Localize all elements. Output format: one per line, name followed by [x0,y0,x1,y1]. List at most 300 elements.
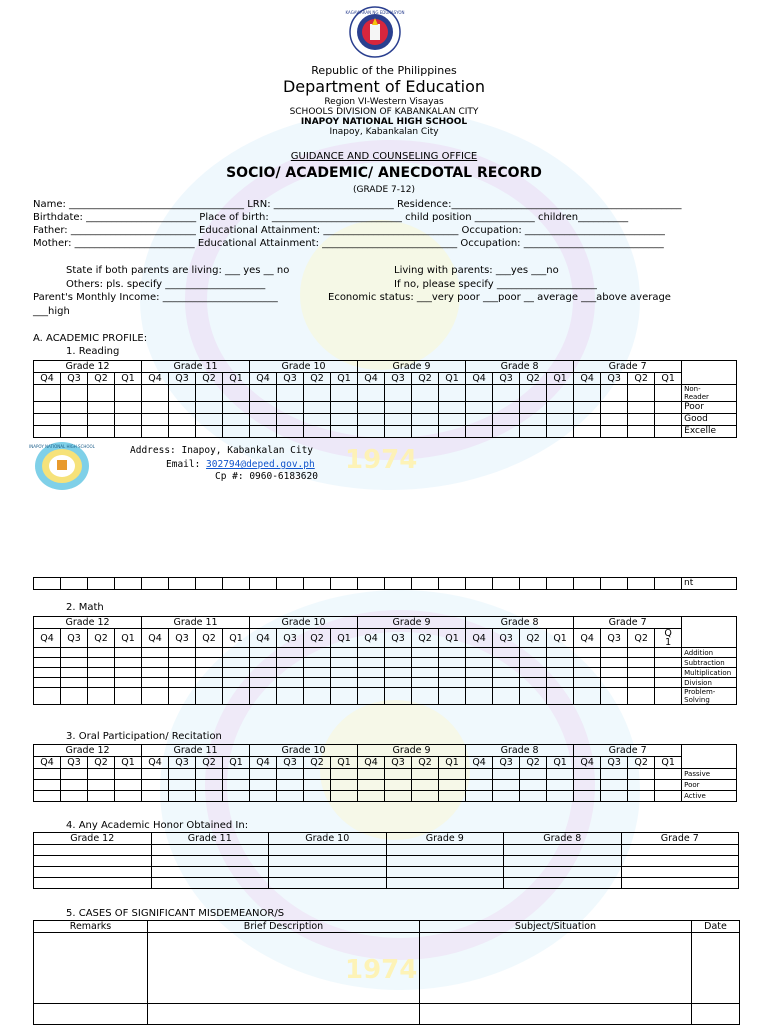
blank-cell [223,414,250,426]
region-line: Region VI-Western Visayas [324,97,444,107]
blank-cell [277,402,304,414]
quarter-cell: Q2 [304,629,331,648]
blank-cell [547,791,574,802]
quarter-cell: Q1 [439,373,466,385]
blank-cell [385,648,412,658]
misdemeanor-row [34,1004,740,1025]
blank-cell [628,769,655,780]
blank-cell [331,402,358,414]
quarter-cell: Q4 [34,757,61,769]
blank-cell [520,426,547,438]
blank-cell [439,402,466,414]
quarter-cell: Q3 [385,373,412,385]
blank-cell [277,769,304,780]
blank-cell [574,658,601,668]
blank-cell [520,402,547,414]
blank-cell [142,648,169,658]
footer-address: Address: Inapoy, Kabankalan City [130,445,314,456]
blank-cell [574,769,601,780]
blank-cell [466,648,493,658]
blank-cell [547,780,574,791]
blank-cell [420,933,692,1004]
blank-cell [142,780,169,791]
honor-table [33,832,739,889]
blank-cell [115,648,142,658]
blank-cell [412,385,439,402]
blank-cell [547,426,574,438]
blank-cell [439,648,466,658]
blank-cell [304,688,331,705]
republic-line: Republic of the Philippines [311,64,457,77]
blank-cell [115,769,142,780]
blank-cell [277,414,304,426]
blank-cell [250,426,277,438]
blank-cell [34,658,61,668]
blank-cell [331,426,358,438]
blank-cell [520,780,547,791]
blank-cell [148,933,420,1004]
blank-cell [520,578,547,590]
blank-cell [250,648,277,658]
blank-cell [88,402,115,414]
blank-cell [493,780,520,791]
blank-cell [601,688,628,705]
data-row [34,678,737,688]
grade-header-cell: Grade 10 [250,361,358,373]
blank-cell [493,648,520,658]
name-line: Name: ___________________________________ LRN: ________________________ Residence:______________________________________________ [33,199,682,210]
honor-header-row [34,833,739,845]
quarter-cell: Q4 [250,757,277,769]
blank-cell [34,668,61,678]
quarter-cell: Q1 [115,757,142,769]
blank-cell [692,1004,740,1025]
blank-cell [385,658,412,668]
blank-cell [466,402,493,414]
data-row [34,426,737,438]
blank-cell [169,769,196,780]
quarter-cell: Q4 [358,373,385,385]
blank-cell [601,658,628,668]
blank-cell [223,658,250,668]
blank-cell [358,668,385,678]
blank-cell [547,668,574,678]
birthdate-line: Birthdate: ______________________ Place of birth: __________________________ child position ____________ children__________ [33,212,629,223]
blank-cell [628,648,655,658]
blank-cell [655,385,682,402]
blank-cell [304,769,331,780]
blank-cell [223,648,250,658]
blank-cell [412,688,439,705]
blank-cell [601,385,628,402]
blank-cell [574,385,601,402]
row-label: Passive [682,769,737,780]
quarter-row [34,373,737,385]
blank-cell [269,845,387,856]
data-row [34,791,737,802]
blank-cell [621,878,739,889]
blank-cell [142,658,169,668]
math-table [33,616,737,705]
grade-header-cell: Grade 10 [250,745,358,757]
quarter-cell: Q3 [61,629,88,648]
row-label: Excelle [682,426,737,438]
grade-header-cell: Grade 7 [574,617,682,629]
quarter-cell: Q3 [61,373,88,385]
grade-header-cell: Grade 9 [358,617,466,629]
blank-cell [358,414,385,426]
blank-cell [304,668,331,678]
blank-cell [385,578,412,590]
blank-cell [574,791,601,802]
if-no-line: If no, please specify ____________________ [394,279,597,290]
blank-cell [115,668,142,678]
deped-seal-logo [345,6,405,58]
quarter-cell: Q3 [277,757,304,769]
quarter-cell: Q2 [520,373,547,385]
blank-cell [520,769,547,780]
blank-cell [574,648,601,658]
blank-cell [142,385,169,402]
grade-header-cell: Grade 9 [358,745,466,757]
blank-cell [250,769,277,780]
misdemeanor-header-cell: Date [692,921,740,933]
row-label: Active [682,791,737,802]
footer-email-link[interactable]: 302794@deped.gov.ph [206,459,315,470]
quarter-cell: Q1 [331,373,358,385]
grade-header-row [34,617,737,629]
honor-grade-header: Grade 11 [151,833,269,845]
blank-cell [621,867,739,878]
row-label: Subtraction [682,658,737,668]
oral-table [33,744,737,802]
blank-cell [385,385,412,402]
oral-heading: 3. Oral Participation/ Recitation [66,731,222,742]
quarter-cell: Q4 [466,629,493,648]
grade-header-cell: Grade 12 [34,745,142,757]
blank-cell [331,414,358,426]
blank-cell [196,402,223,414]
blank-cell [331,678,358,688]
others-line: Others: pls. specify ____________________ [66,279,266,290]
blank-cell [574,426,601,438]
blank-cell [88,769,115,780]
blank-cell [628,414,655,426]
blank-cell [574,678,601,688]
quarter-cell: Q2 [88,373,115,385]
blank-cell [223,402,250,414]
blank-cell [88,648,115,658]
blank-cell [601,678,628,688]
blank-cell [628,791,655,802]
blank-cell [439,414,466,426]
quarter-cell: Q1 [547,757,574,769]
blank-cell [61,688,88,705]
blank-cell [223,385,250,402]
data-row [34,688,737,705]
blank-cell [169,414,196,426]
blank-cell [223,678,250,688]
blank-cell [386,878,504,889]
quarter-cell: Q3 [61,757,88,769]
blank-cell [439,769,466,780]
honor-grade-header: Grade 8 [504,833,622,845]
blank-cell [223,791,250,802]
blank-cell [34,1004,148,1025]
quarter-cell: Q4 [142,373,169,385]
blank-cell [250,780,277,791]
blank-cell [655,402,682,414]
blank-cell [358,688,385,705]
blank-cell [61,414,88,426]
quarter-cell: Q4 [142,757,169,769]
school-location: Inapoy, Kabankalan City [329,127,439,137]
blank-cell [34,678,61,688]
row-label: nt [682,578,737,590]
blank-cell [601,780,628,791]
blank-cell [151,878,269,889]
quarter-cell: Q2 [196,629,223,648]
blank-cell [196,791,223,802]
blank-cell [439,658,466,668]
honor-grade-header: Grade 12 [34,833,152,845]
quarter-cell: Q3 [601,757,628,769]
quarter-cell: Q3 [601,373,628,385]
quarter-cell: Q2 [628,757,655,769]
blank-cell [520,658,547,668]
blank-cell [169,402,196,414]
quarter-cell: Q1 [439,757,466,769]
blank-cell [385,678,412,688]
blank-cell [269,878,387,889]
blank-cell [196,385,223,402]
blank-cell [223,769,250,780]
blank-cell [628,426,655,438]
blank-cell [34,845,152,856]
blank-cell [655,658,682,668]
quarter-cell: Q3 [385,629,412,648]
blank-cell [547,402,574,414]
blank-cell [304,658,331,668]
quarter-cell: Q4 [358,757,385,769]
blank-cell [628,385,655,402]
blank-cell [34,688,61,705]
blank-cell [115,791,142,802]
misdemeanor-header-cell: Subject/Situation [420,921,692,933]
reading-continuation-table [33,577,737,590]
blank-cell [547,769,574,780]
quarter-cell: Q2 [628,373,655,385]
blank-cell [169,578,196,590]
blank-cell [520,668,547,678]
quarter-cell: Q4 [466,757,493,769]
blank-cell [358,385,385,402]
honor-heading: 4. Any Academic Honor Obtained In: [66,820,249,831]
quarter-cell: Q4 [574,629,601,648]
quarter-cell: Q4 [34,373,61,385]
row-label: Good [682,414,737,426]
blank-cell [520,688,547,705]
quarter-cell: Q1 [331,757,358,769]
grade-header-cell: Grade 11 [142,361,250,373]
blank-cell [61,668,88,678]
blank-cell [151,867,269,878]
data-row [34,668,737,678]
blank-cell [439,385,466,402]
blank-cell [115,678,142,688]
blank-cell [304,414,331,426]
data-row [34,578,737,590]
blank-cell [574,578,601,590]
quarter-row [34,757,737,769]
blank-cell [88,668,115,678]
blank-cell [115,688,142,705]
misdemeanor-row [34,933,740,1004]
blank-cell [151,845,269,856]
blank-cell [439,688,466,705]
blank-cell [223,780,250,791]
quarter-cell: Q4 [466,373,493,385]
office-title: GUIDANCE AND COUNSELING OFFICE [290,151,478,162]
watermark-year-bottom: 1974 [345,955,418,985]
blank-cell [34,385,61,402]
footer-email-label: Email: [166,459,207,470]
blank-cell [466,668,493,678]
blank-cell [88,688,115,705]
blank-cell [386,867,504,878]
blank-cell [520,648,547,658]
honor-grade-header: Grade 10 [269,833,387,845]
grade-header-cell: Grade 11 [142,745,250,757]
blank-cell [520,414,547,426]
quarter-cell: Q1 [115,629,142,648]
row-label: Non- Reader [682,385,737,402]
blank-cell [547,688,574,705]
quarter-cell: Q4 [574,373,601,385]
blank-cell [385,402,412,414]
blank-cell [628,668,655,678]
blank-cell [331,658,358,668]
grade-header-cell: Grade 11 [142,617,250,629]
school-logo-label: INAPOY NATIONAL HIGH SCHOOL [29,444,95,449]
blank-cell [88,385,115,402]
blank-cell [115,385,142,402]
blank-cell [358,648,385,658]
blank-cell [466,780,493,791]
quarter-cell: Q4 [358,629,385,648]
data-row [34,658,737,668]
blank-cell [223,688,250,705]
blank-cell [196,678,223,688]
blank-cell [34,878,152,889]
blank-cell [196,769,223,780]
blank-cell [439,780,466,791]
misdemeanor-heading: 5. CASES OF SIGNIFICANT MISDEMEANOR/S [66,908,285,919]
blank-cell [250,688,277,705]
grade-header-row [34,361,737,373]
blank-cell [520,678,547,688]
blank-cell [142,688,169,705]
living-with-line: Living with parents: ___yes ___no [394,265,559,276]
blank-cell [88,414,115,426]
quarter-cell: Q4 [34,629,61,648]
blank-cell [520,385,547,402]
data-row [34,780,737,791]
blank-cell [655,426,682,438]
quarter-cell: Q1 [223,757,250,769]
blank-cell [412,791,439,802]
blank-cell [412,426,439,438]
grade-header-cell: Grade 8 [466,745,574,757]
misdemeanor-table [33,920,740,1025]
blank-cell [34,426,61,438]
quarter-cell: Q3 [493,629,520,648]
blank-cell [547,414,574,426]
quarter-cell: Q3 [277,629,304,648]
blank-cell [277,688,304,705]
row-label: Poor [682,402,737,414]
income-line: Parent's Monthly Income: _______________________ [33,292,278,303]
blank-cell [250,791,277,802]
data-row [34,769,737,780]
blank-cell [277,648,304,658]
blank-cell [269,867,387,878]
blank-cell [628,402,655,414]
honor-row [34,845,739,856]
blank-cell [547,658,574,668]
blank-cell [196,578,223,590]
quarter-cell: Q3 [385,757,412,769]
blank-cell [277,678,304,688]
grade-header-cell: Grade 7 [574,745,682,757]
grade-header-cell: Grade 12 [34,617,142,629]
level-label-cell [682,361,737,385]
quarter-cell: Q2 [304,757,331,769]
blank-cell [142,578,169,590]
blank-cell [412,678,439,688]
quarter-row [34,629,737,648]
blank-cell [142,791,169,802]
blank-cell [439,578,466,590]
blank-cell [34,791,61,802]
blank-cell [331,578,358,590]
quarter-cell: Q1 [655,757,682,769]
blank-cell [115,414,142,426]
blank-cell [277,658,304,668]
blank-cell [386,856,504,867]
blank-cell [412,414,439,426]
blank-cell [466,414,493,426]
blank-cell [466,426,493,438]
school-name: INAPOY NATIONAL HIGH SCHOOL [300,117,468,127]
blank-cell [412,769,439,780]
blank-cell [386,845,504,856]
blank-cell [196,414,223,426]
blank-cell [61,769,88,780]
blank-cell [574,780,601,791]
blank-cell [547,385,574,402]
blank-cell [358,578,385,590]
blank-cell [692,933,740,1004]
blank-cell [504,856,622,867]
quarter-cell: Q1 [115,373,142,385]
blank-cell [142,668,169,678]
blank-cell [151,856,269,867]
blank-cell [331,385,358,402]
honor-row [34,867,739,878]
blank-cell [88,658,115,668]
father-line: Father: _________________________ Educational Attainment: ___________________________ Occupation: ____________________________ [33,225,665,236]
